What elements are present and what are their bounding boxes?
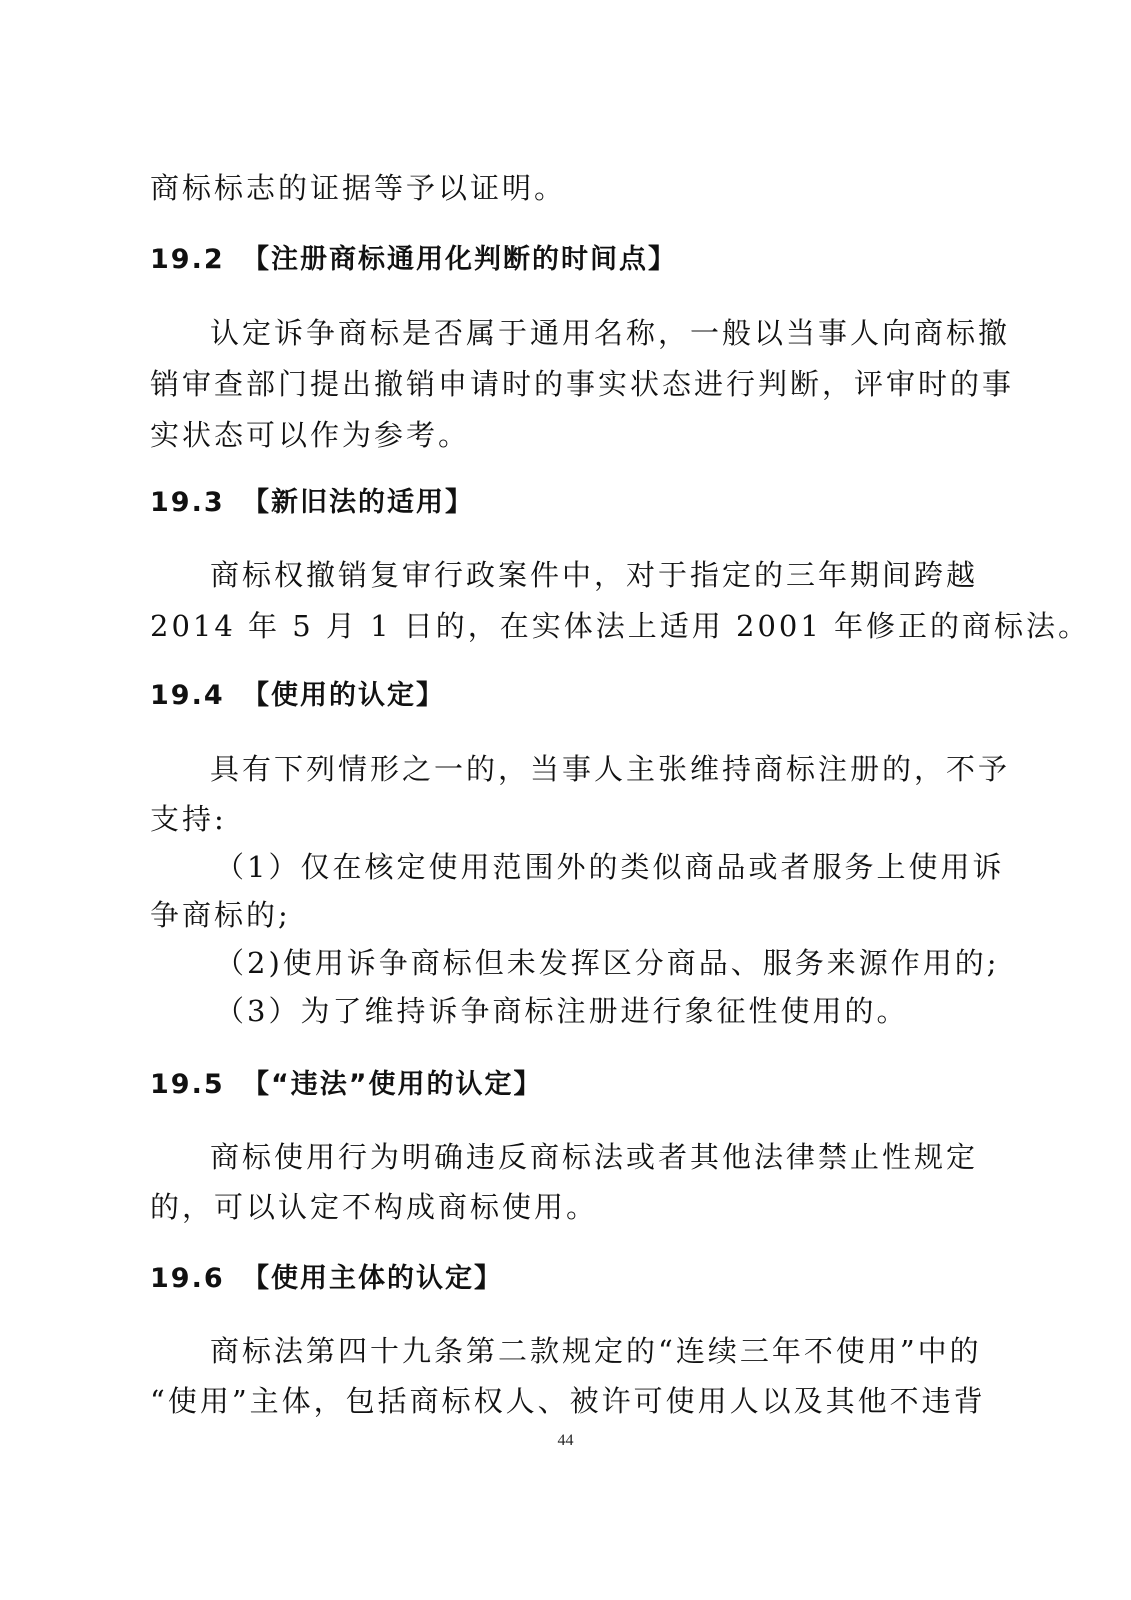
page-number: 44: [557, 1432, 574, 1449]
paragraph-line: 的，可以认定不构成商标使用。: [150, 1190, 599, 1224]
section-title: 【使用的认定】: [242, 680, 445, 711]
section-heading-19-5: [150, 1065, 543, 1105]
paragraph-line: 具有下列情形之一的，当事人主张维持商标注册的，不予: [210, 752, 1011, 786]
paragraph-line: 商标权撤销复审行政案件中，对于指定的三年期间跨越: [210, 558, 979, 592]
section-number: 19.2: [150, 244, 225, 275]
paragraph-line: 销审查部门提出撤销申请时的事实状态进行判断，评审时的事: [150, 367, 1015, 401]
section-title: 【新旧法的适用】: [242, 487, 474, 518]
list-item-continuation: 争商标的;: [150, 898, 291, 932]
list-item: （1）仅在核定使用范围外的类似商品或者服务上使用诉: [215, 850, 1005, 884]
section-title: 【“违法”使用的认定】: [242, 1069, 543, 1100]
section-heading-19-2: [150, 240, 677, 280]
paragraph-line: 商标法第四十九条第二款规定的“连续三年不使用”中的: [210, 1334, 982, 1368]
section-number: 19.3: [150, 487, 225, 518]
continuation-text: 商标标志的证据等予以证明。: [150, 171, 567, 205]
section-number: 19.4: [150, 680, 225, 711]
section-number: 19.5: [150, 1069, 225, 1100]
section-title: 【使用主体的认定】: [242, 1263, 503, 1294]
section-heading-19-6: [150, 1259, 503, 1299]
section-heading-19-3: [150, 483, 474, 523]
list-item: （2)使用诉争商标但未发挥区分商品、服务来源作用的;: [215, 946, 1000, 980]
paragraph-line: 认定诉争商标是否属于通用名称，一般以当事人向商标撤: [210, 316, 1011, 350]
paragraph-line: 实状态可以作为参考。: [150, 418, 471, 452]
paragraph-line: 商标使用行为明确违反商标法或者其他法律禁止性规定: [210, 1140, 979, 1174]
paragraph-line: 2014 年 5 月 1 日的，在实体法上适用 2001 年修正的商标法。: [150, 609, 1091, 643]
section-heading-19-4: [150, 676, 445, 716]
list-item: （3）为了维持诉争商标注册进行象征性使用的。: [215, 994, 909, 1028]
section-title: 【注册商标通用化判断的时间点】: [242, 244, 677, 275]
paragraph-line: 支持:: [150, 802, 227, 836]
paragraph-line: “使用”主体，包括商标权人、被许可使用人以及其他不违背: [150, 1384, 986, 1418]
section-number: 19.6: [150, 1263, 225, 1294]
